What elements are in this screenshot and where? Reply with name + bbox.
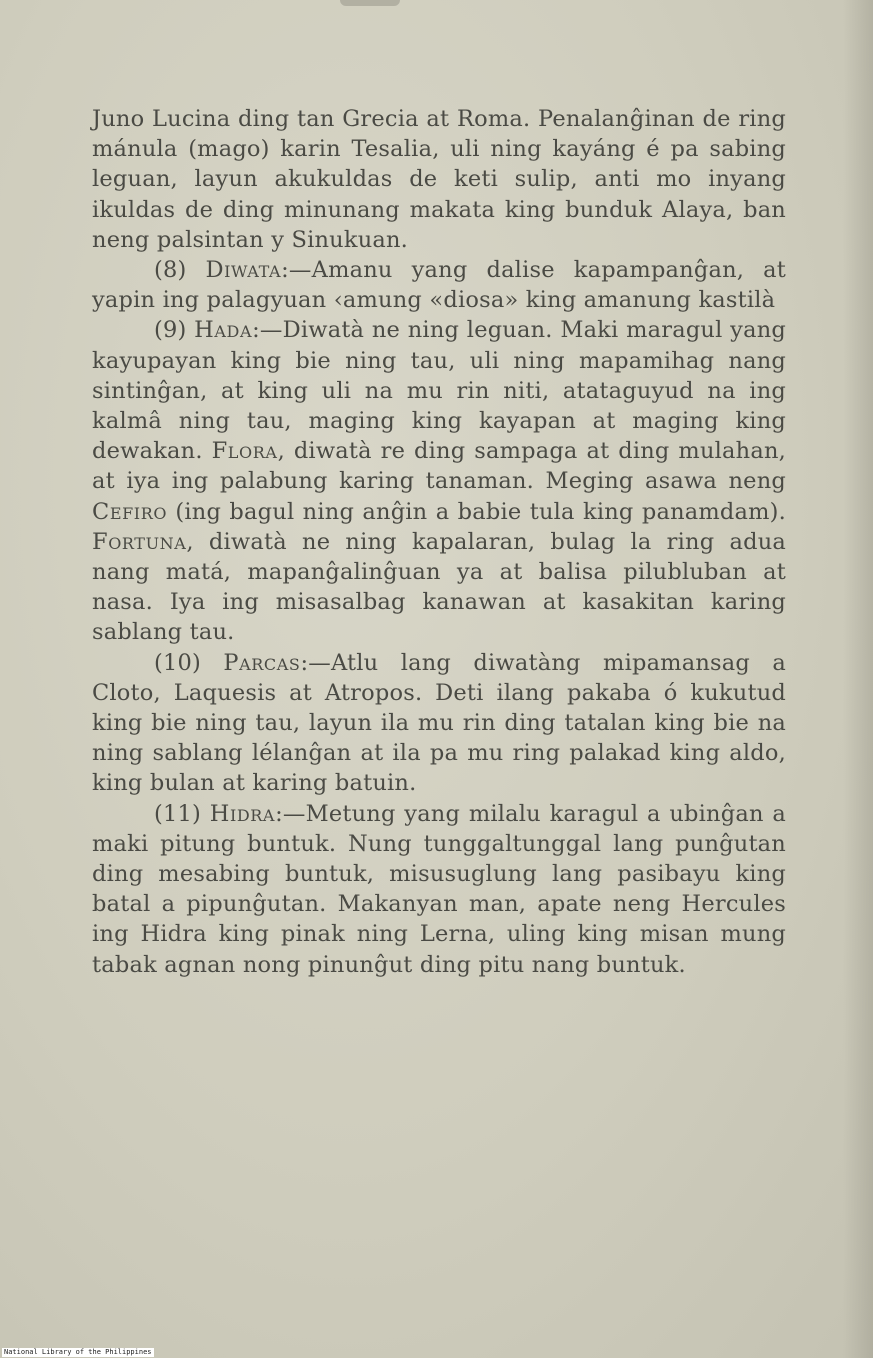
paragraph-text: (11) <box>154 800 210 827</box>
paragraph-text: (10) <box>154 649 224 676</box>
paragraph-text: , diwatà re ding sampaga at ding mulahan, at iya ing palabung karing tanaman. Meging asawa neng <box>92 438 786 495</box>
paragraph-text: (8) <box>154 257 206 284</box>
paragraph <box>92 104 786 255</box>
paragraph <box>92 799 786 980</box>
library-credit: National Library of the Philippines <box>4 1348 152 1356</box>
paragraph-text: :—Diwatà ne ning leguan. Maki maragul yang kayupayan king bie ning tau, uli ning mapamihag nang sintinĝan, at king uli na mu rin niti, atataguyud na ing kalmâ ning tau, maging king kayapan at maging king dewakan. <box>92 317 787 465</box>
page-edge-shadow <box>843 0 873 1358</box>
paragraph-text: , diwatà ne ning kapalaran, bulag la ring adua nang matá, mapanĝalinĝuan ya at balisa pilubluban at nasa. Iya ing misasalbag kanawan at kasakitan karing sablang tau. <box>92 528 786 646</box>
paragraph-text: :—Metung yang milalu karagul a ubinĝan a maki pitung buntuk. Nung tunggaltunggal lang punĝutan ding mesabing buntuk, misusuglung lang pasibayu king batal a pipunĝutan. Makanyan man, apate neng Hercules ing Hidra king pinak ning Lerna, uling king misan mung tabak agnan nong pinunĝut ding pitu nang buntuk. <box>92 800 786 978</box>
paragraph <box>92 648 786 799</box>
page-smudge <box>340 0 400 6</box>
page-text <box>92 104 786 980</box>
term-heading: Cefiro <box>92 498 168 525</box>
term-heading: Hidra <box>209 800 276 827</box>
paragraph <box>92 315 786 647</box>
paragraph-text: :—Atlu lang diwatàng mipamansag a Cloto, Laquesis at Atropos. Deti ilang pakaba ó kukutud king bie ning tau, layun ila mu rin ding tatalan king bie na ning sablang lélanĝan at ila pa mu ring palakad king aldo, king bulan at karing batuin. <box>92 649 786 797</box>
paragraph <box>92 255 786 315</box>
paragraph-text: :—Amanu yang dalise kapampanĝan, at yapin ing palagyuan ‹amung «diosa» king amanung kastilà <box>92 257 787 314</box>
term-heading: Hada <box>194 317 253 344</box>
term-heading: Flora <box>211 438 278 465</box>
paragraph-text: Juno Lucina ding tan Grecia at Roma. Penalanĝinan de ring mánula (mago) karin Tesalia, uli ning kayáng é pa sabing leguan, layun akukuldas de keti sulip, anti mo inyang ikuldas de ding minunang makata king bunduk Alaya, ban neng palsintan y Sinukuan. <box>92 106 786 253</box>
term-heading: Diwata <box>205 257 282 284</box>
paragraph-text: (ing bagul ning anĝin a babie tula king panamdam). <box>167 498 786 525</box>
term-heading: Fortuna <box>92 528 187 555</box>
term-heading: Parcas <box>223 649 301 676</box>
paragraph-text: (9) <box>154 317 195 344</box>
